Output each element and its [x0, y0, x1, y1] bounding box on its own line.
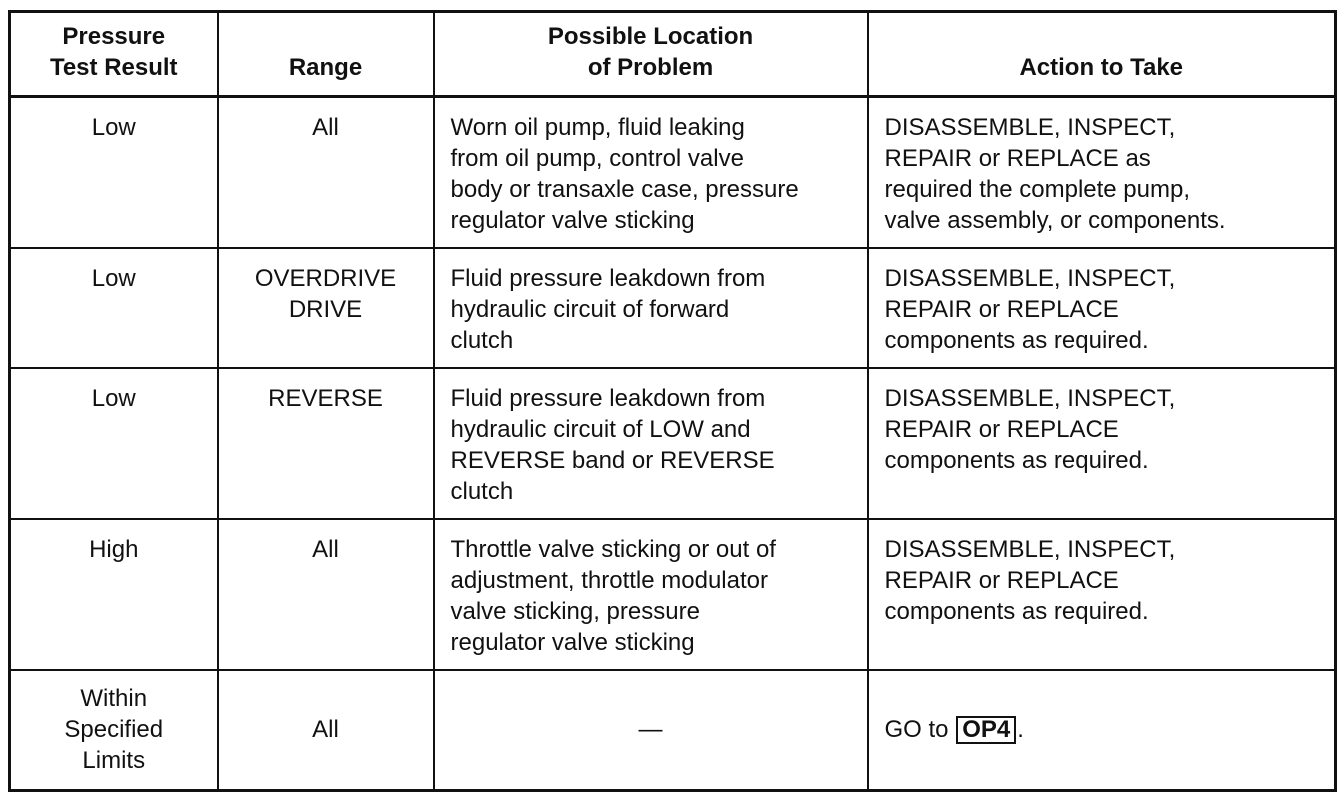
cell-action: DISASSEMBLE, INSPECT, REPAIR or REPLACE components as required. — [868, 519, 1336, 670]
header-row — [10, 12, 1336, 97]
cell-range: REVERSE — [218, 368, 434, 519]
header-action-to-take: Action to Take — [868, 12, 1336, 97]
table-row — [10, 670, 1336, 791]
cell-range: All — [218, 519, 434, 670]
header-range: Range — [218, 12, 434, 97]
action-period: . — [1017, 716, 1024, 744]
cell-range: All — [218, 97, 434, 248]
cell-action: DISASSEMBLE, INSPECT, REPAIR or REPLACE components as required. — [868, 368, 1336, 519]
cell-location: Fluid pressure leakdown from hydraulic circuit of LOW and REVERSE band or REVERSE clutch — [434, 368, 868, 519]
cell-result: Within Specified Limits — [10, 670, 218, 791]
cell-result: Low — [10, 368, 218, 519]
cell-location: — — [434, 670, 868, 791]
cell-action — [868, 670, 1336, 791]
header-possible-location: Possible Location of Problem — [434, 12, 868, 97]
cell-location: Throttle valve sticking or out of adjustment, throttle modulator valve sticking, pressure regulator valve sticking — [434, 519, 868, 670]
cell-range: OVERDRIVE DRIVE — [218, 248, 434, 368]
header-pressure-test-result: Pressure Test Result — [10, 12, 218, 97]
cell-range: All — [218, 670, 434, 791]
cell-result: High — [10, 519, 218, 670]
table-row — [10, 519, 1336, 670]
cell-result: Low — [10, 97, 218, 248]
action-go-to-text: GO to — [884, 716, 949, 744]
table-row — [10, 368, 1336, 519]
table-row — [10, 248, 1336, 368]
cell-action: DISASSEMBLE, INSPECT, REPAIR or REPLACE as required the complete pump, valve assembly, or components. — [868, 97, 1336, 248]
op4-reference-link[interactable]: OP4 — [956, 716, 1016, 744]
cell-location: Fluid pressure leakdown from hydraulic circuit of forward clutch — [434, 248, 868, 368]
table-header — [10, 12, 1336, 97]
table-row — [10, 97, 1336, 248]
cell-action: DISASSEMBLE, INSPECT, REPAIR or REPLACE components as required. — [868, 248, 1336, 368]
cell-location: Worn oil pump, fluid leaking from oil pump, control valve body or transaxle case, pressure regulator valve sticking — [434, 97, 868, 248]
diagnosis-table — [8, 10, 1337, 792]
cell-result: Low — [10, 248, 218, 368]
